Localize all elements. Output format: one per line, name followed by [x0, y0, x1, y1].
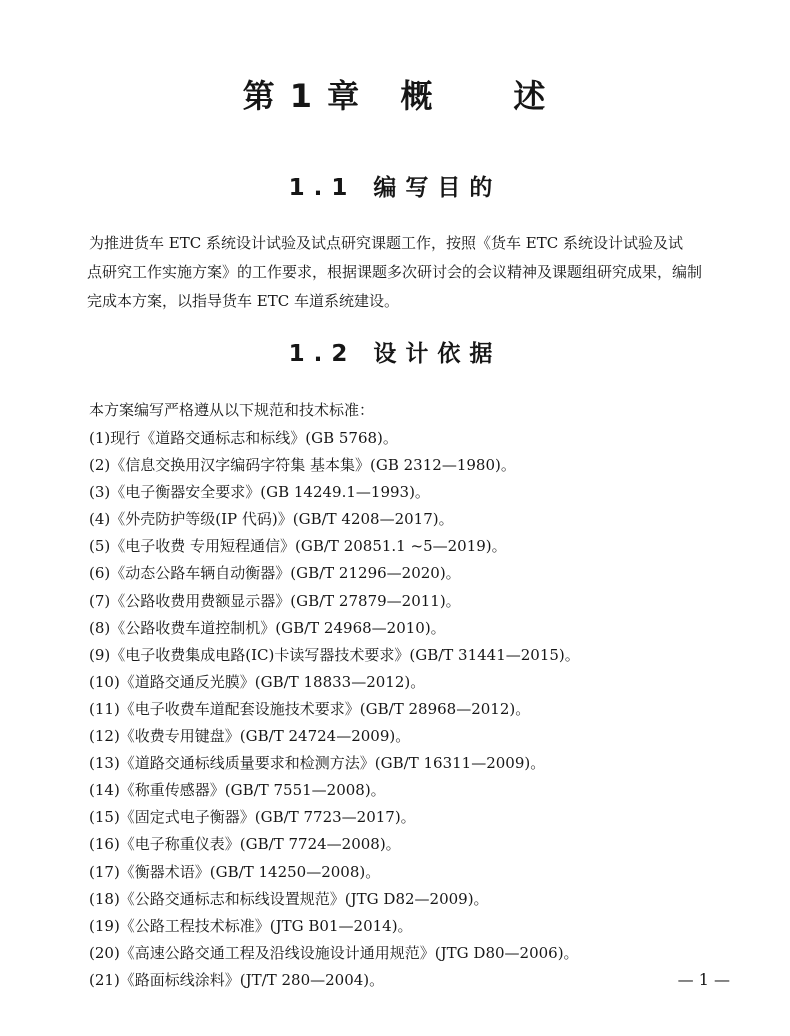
- reference-item: (1)现行《道路交通标志和标线》(GB 5768)。: [89, 429, 398, 447]
- chapter-title: 第 1 章 概 述: [242, 77, 548, 115]
- reference-item: (5)《电子收费 专用短程通信》(GB/T 20851.1 ~5—2019)。: [89, 537, 507, 556]
- reference-item: (10)《道路交通反光膜》(GB/T 18833—2012)。: [89, 672, 426, 691]
- references-intro: 本方案编写严格遵从以下规范和技术标准：: [89, 401, 375, 419]
- reference-item: (7)《公路收费用费额显示器》(GB/T 27879—2011)。: [89, 591, 461, 610]
- reference-list: [89, 425, 580, 994]
- reference-item: (3)《电子衡器安全要求》(GB 14249.1—1993)。: [89, 483, 430, 502]
- reference-item: (18)《公路交通标志和标线设置规范》(JTG D82—2009)。: [89, 889, 489, 908]
- paragraph-line: 点研究工作实施方案》的工作要求，根据课题多次研讨会的会议精神及课题组研究成果，编制: [87, 263, 703, 281]
- reference-item: (20)《高速公路交通工程及沿线设施设计通用规范》(JTG D80—2006)。: [89, 943, 579, 962]
- section-title-basis: 1.2 设计依据: [288, 341, 502, 367]
- section-title-purpose: 1.1 编写目的: [288, 175, 502, 201]
- reference-item: (16)《电子称重仪表》(GB/T 7724—2008)。: [89, 835, 401, 854]
- purpose-paragraph: [89, 229, 749, 316]
- reference-item: (21)《路面标线涂料》(JT/T 280—2004)。: [89, 970, 385, 989]
- reference-item: (8)《公路收费车道控制机》(GB/T 24968—2010)。: [89, 618, 446, 637]
- reference-item: (9)《电子收费集成电路(IC)卡读写器技术要求》(GB/T 31441—2015)。: [89, 645, 580, 664]
- reference-item: (12)《收费专用键盘》(GB/T 24724—2009)。: [89, 727, 411, 746]
- reference-item: (6)《动态公路车辆自动衡器》(GB/T 21296—2020)。: [89, 564, 461, 583]
- reference-item: (15)《固定式电子衡器》(GB/T 7723—2017)。: [89, 808, 416, 827]
- reference-item: (14)《称重传感器》(GB/T 7551—2008)。: [89, 781, 386, 800]
- reference-item: (19)《公路工程技术标准》(JTG B01—2014)。: [89, 916, 413, 935]
- paragraph-line: 为推进货车 ETC 系统设计试验及试点研究课题工作，按照《货车 ETC 系统设计试验及试: [89, 234, 683, 252]
- page-number: — 1 —: [677, 970, 730, 989]
- reference-item: (11)《电子收费车道配套设施技术要求》(GB/T 28968—2012)。: [89, 699, 531, 718]
- reference-item: (17)《衡器术语》(GB/T 14250—2008)。: [89, 862, 381, 881]
- paragraph-line: 完成本方案，以指导货车 ETC 车道系统建设。: [87, 292, 399, 310]
- reference-item: (4)《外壳防护等级(IP 代码)》(GB/T 4208—2017)。: [89, 510, 454, 529]
- reference-item: (13)《道路交通标线质量要求和检测方法》(GB/T 16311—2009)。: [89, 754, 546, 773]
- reference-item: (2)《信息交换用汉字编码字符集 基本集》(GB 2312—1980)。: [89, 456, 516, 475]
